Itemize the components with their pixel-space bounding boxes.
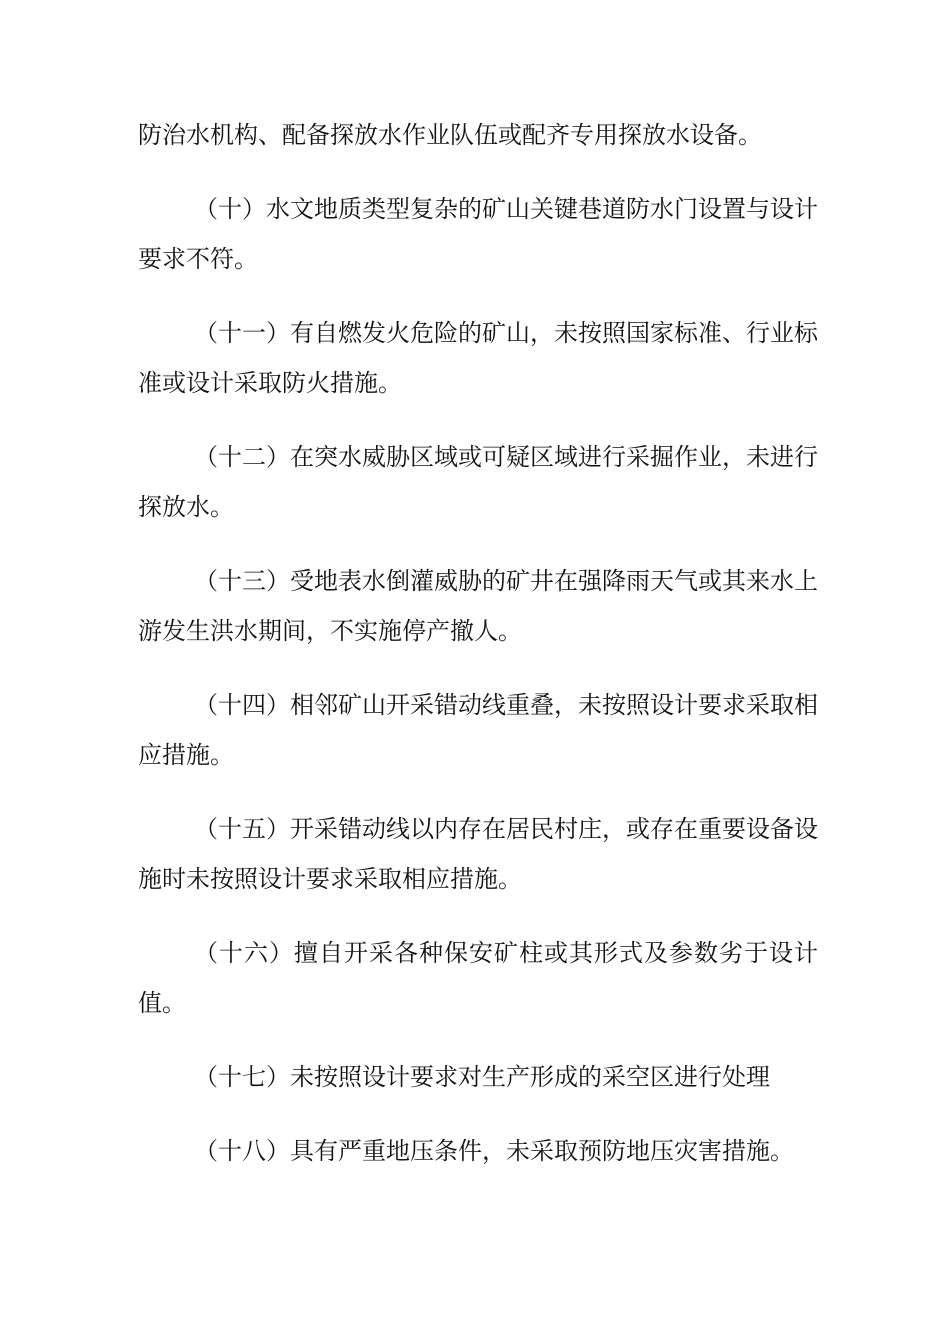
paragraph-item-16: （十六）擅自开采各种保安矿柱或其形式及参数劣于设计值。 <box>138 939 818 1017</box>
paragraph-item-12: （十二）在突水威胁区域或可疑区域进行采掘作业，未进行探放水。 <box>138 443 818 521</box>
paragraph-item-17: （十七）未按照设计要求对生产形成的采空区进行处理 <box>194 1063 770 1091</box>
paragraph-continuation: 防治水机构、配备探放水作业队伍或配齐专用探放水设备。 <box>138 121 762 149</box>
paragraph-item-10: （十）水文地质类型复杂的矿山关键巷道防水门设置与设计要求不符。 <box>138 195 818 273</box>
paragraph-item-18: （十八）具有严重地压条件，未采取预防地压灾害措施。 <box>194 1137 794 1165</box>
document-body <box>138 110 818 1200</box>
paragraph-item-11: （十一）有自燃发火危险的矿山，未按照国家标准、行业标准或设计采取防火措施。 <box>138 319 818 397</box>
paragraph-item-13: （十三）受地表水倒灌威胁的矿井在强降雨天气或其来水上游发生洪水期间，不实施停产撤人。 <box>138 567 818 645</box>
paragraph-item-14: （十四）相邻矿山开采错动线重叠，未按照设计要求采取相应措施。 <box>138 691 818 769</box>
paragraph-item-15: （十五）开采错动线以内存在居民村庄，或存在重要设备设施时未按照设计要求采取相应措施。 <box>138 815 818 893</box>
